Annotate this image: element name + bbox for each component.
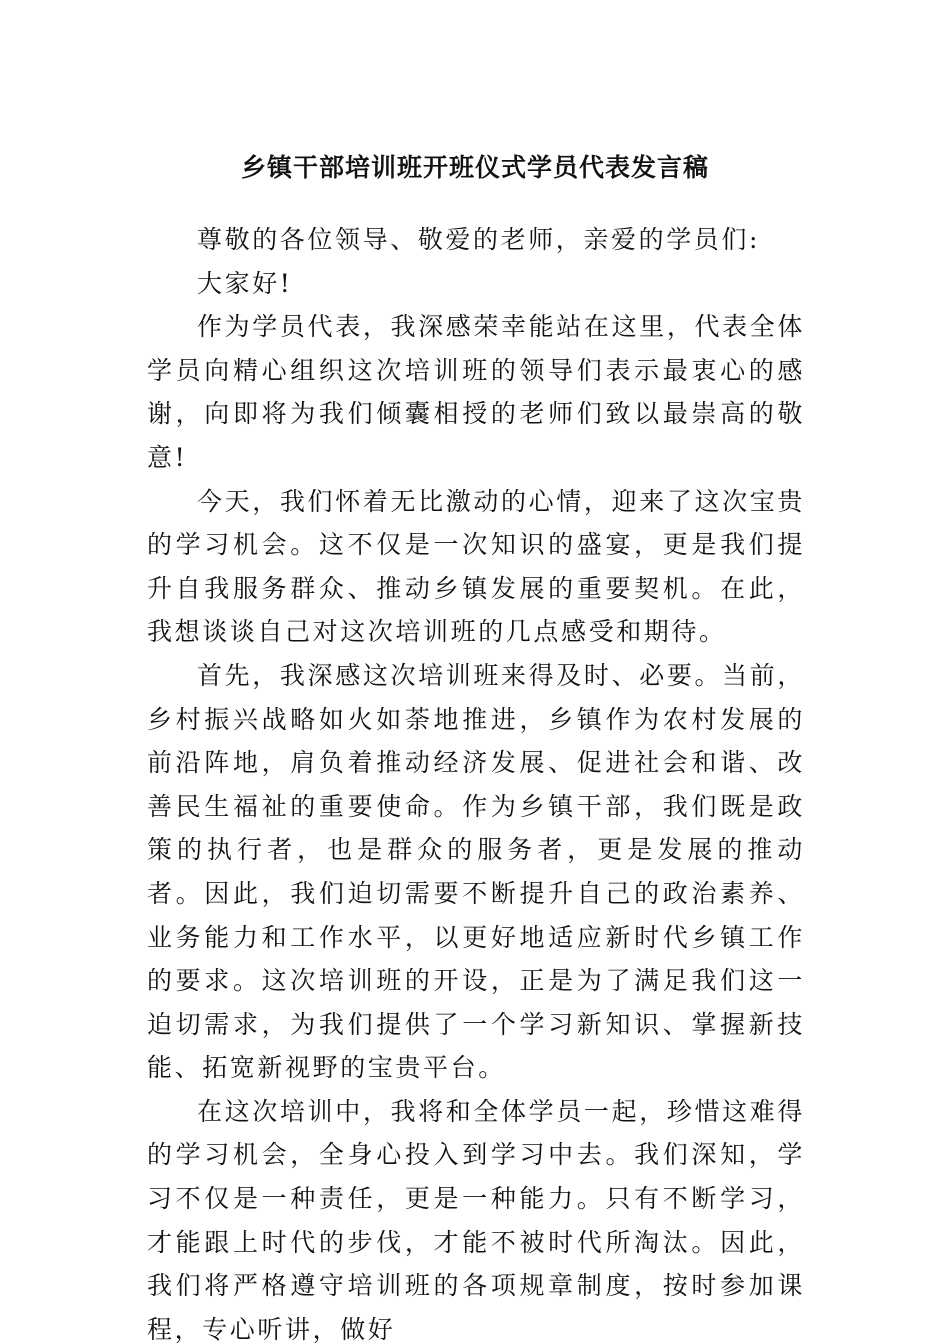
paragraph-opportunity: 今天，我们怀着无比激动的心情，迎来了这次宝贵的学习机会。这不仅是一次知识的盛宴，更是我们提升自我服务群众、推动乡镇发展的重要契机。在此，我想谈谈自己对这次培训班的几点感受和期待。: [147, 486, 805, 647]
paragraph-first-point: 首先，我深感这次培训班来得及时、必要。当前，乡村振兴战略如火如荼地推进，乡镇作为农村发展的前沿阵地，肩负着推动经济发展、促进社会和谐、改善民生福祉的重要使命。作为乡镇干部，我们既是政策的执行者，也是群众的服务者，更是发展的推动者。因此，我们迫切需要不断提升自己的政治素养、业务能力和工作水平，以更好地适应新时代乡镇工作的要求。这次培训班的开设，正是为了满足我们这一迫切需求，为我们提供了一个学习新知识、掌握新技能、拓宽新视野的宝贵平台。: [147, 660, 805, 1083]
paragraph-salutation: 尊敬的各位领导、敬爱的老师，亲爱的学员们:: [197, 225, 761, 254]
paragraph-thanks: 作为学员代表，我深感荣幸能站在这里，代表全体学员向精心组织这次培训班的领导们表示最衷心的感谢，向即将为我们倾囊相授的老师们致以最崇高的敬意!: [147, 312, 805, 472]
document-body: [147, 218, 805, 1344]
paragraph-commitment: 在这次培训中，我将和全体学员一起，珍惜这难得的学习机会，全身心投入到学习中去。我们深知，学习不仅是一种责任，更是一种能力。只有不断学习，才能跟上时代的步伐，才能不被时代所淘汰。因此，我们将严格遵守培训班的各项规章制度，按时参加课程，专心听讲，做好: [147, 1096, 805, 1344]
document-title: 乡镇干部培训班开班仪式学员代表发言稿: [240, 153, 709, 182]
paragraph-greeting: 大家好!: [197, 268, 293, 298]
